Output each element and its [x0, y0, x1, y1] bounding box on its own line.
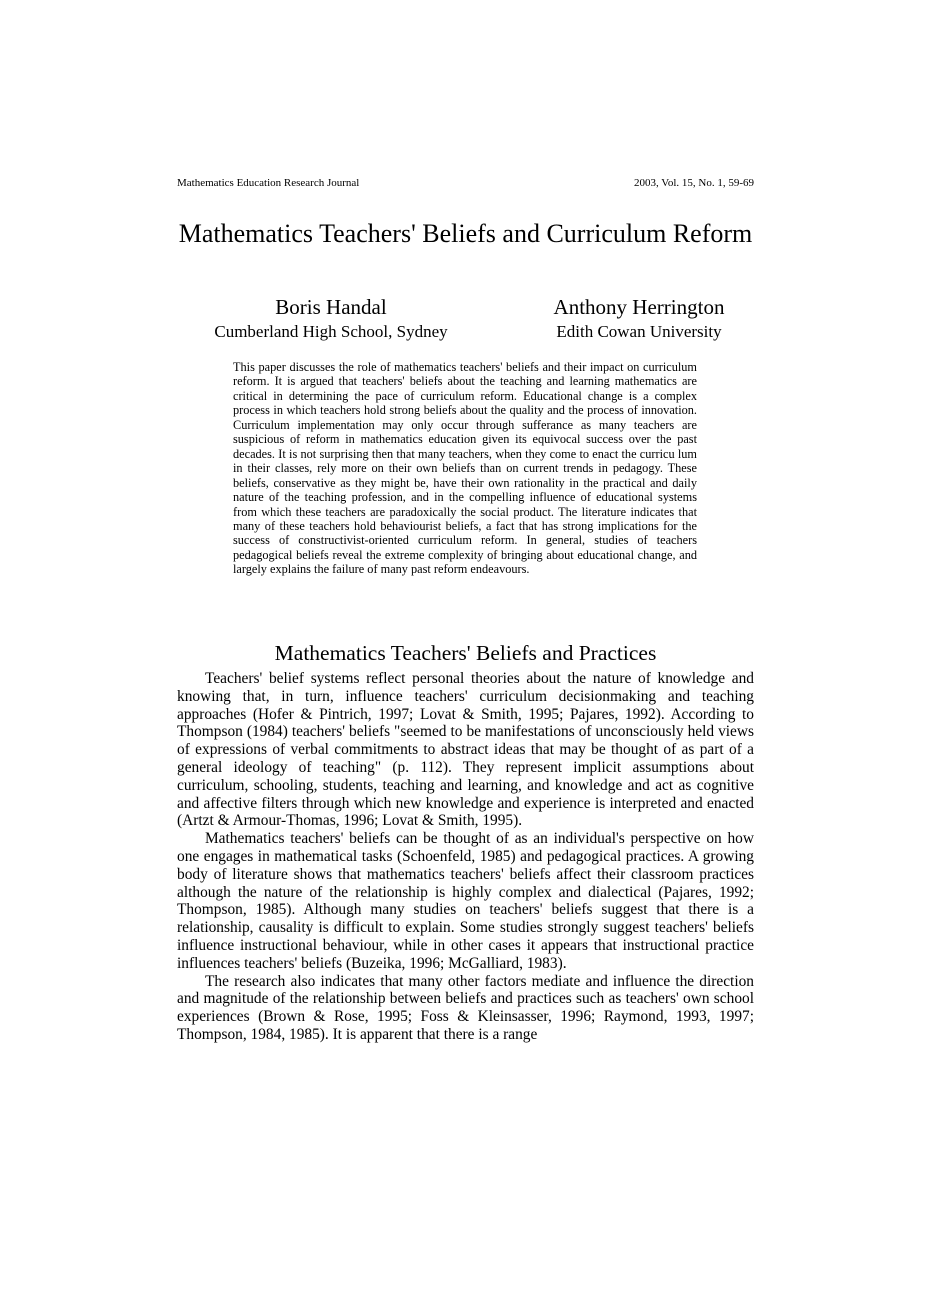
- author-name: Boris Handal: [275, 295, 387, 319]
- author-1: [177, 294, 485, 344]
- author-block: [177, 294, 754, 346]
- author-affiliation: Edith Cowan University: [556, 322, 722, 341]
- running-head: [177, 176, 754, 190]
- body-text: [177, 670, 754, 1044]
- section-heading: Mathematics Teachers' Beliefs and Practices: [274, 641, 657, 665]
- paper-title: Mathematics Teachers' Beliefs and Curriculum Reform: [178, 219, 753, 248]
- author-2: [523, 294, 755, 344]
- author-affiliation: Cumberland High School, Sydney: [214, 322, 448, 341]
- body-paragraph: Mathematics teachers' beliefs can be thought of as an individual's perspective on how one engages in mathematical tasks (Schoenfeld, 1985) and pedagogical practices. A growing body of literature shows that mathematics teachers' beliefs affect their classroom practices although the nature of the relationship is highly complex and dialectical (Pajares, 1992; Thompson, 1985). Although many studies on teachers' beliefs suggest that there is a relationship, causality is difficult to explain. Some studies strongly suggest teachers' beliefs influence instructional behaviour, while in other cases it appears that instructional practice influences teachers' beliefs (Buzeika, 1996; McGalliard, 1983).: [177, 830, 754, 972]
- journal-citation: 2003, Vol. 15, No. 1, 59-69: [634, 177, 754, 189]
- body-paragraph: Teachers' belief systems reflect personal theories about the nature of knowledge and knowing that, in turn, influence teachers' curriculum decisionmaking and teaching approaches (Hofer & Pintrich, 1997; Lovat & Smith, 1995; Pajares, 1992). According to Thompson (1984) teachers' beliefs "seemed to be manifestations of unconsciously held views of expressions of verbal commitments to abstract ideas that may be thought of as part of a general ideology of teaching" (p. 112). They represent implicit assumptions about curriculum, schooling, students, teaching and learning, and knowledge and act as cognitive and affective filters through which new knowledge and experience is interpreted and enacted (Artzt & Armour-Thomas, 1996; Lovat & Smith, 1995).: [177, 670, 754, 830]
- journal-name: Mathematics Education Research Journal: [177, 177, 360, 189]
- author-name: Anthony Herrington: [553, 295, 725, 319]
- body-paragraph: The research also indicates that many other factors mediate and influence the direction and magnitude of the relationship between beliefs and practices such as teachers' own school experiences (Brown & Rose, 1995; Foss & Kleinsasser, 1996; Raymond, 1993, 1997; Thompson, 1984, 1985). It is apparent that there is a range: [177, 972, 754, 1043]
- abstract: This paper discusses the role of mathematics teachers' beliefs and their impact on curriculum reform. It is argued that teachers' beliefs about the teaching and learning mathematics are critical in determining the pace of curriculum reform. Educational change is a complex process in which teachers hold strong beliefs about the quality and the process of innovation. Curriculum implementation may only occur through sufferance as many teachers are suspicious of reform in mathematics education given its equivocal success over the past decades. It is not surprising then that many teachers, when they come to enact the curricu lum in their classes, rely more on their own beliefs than on current trends in pedagogy. These beliefs, conservative as they might be, have their own rationality in the practical and daily nature of the teaching profession, and in the compelling influence of educational systems from which these teachers are paradoxically the social product. The literature indicates that many of these teachers hold behaviourist beliefs, a fact that has strong implications for the success of constructivist-oriented curriculum reform. In general, studies of teachers pedagogical beliefs reveal the extreme complexity of bringing about educational change, and largely explains the failure of many past reform endeavours.: [233, 360, 697, 577]
